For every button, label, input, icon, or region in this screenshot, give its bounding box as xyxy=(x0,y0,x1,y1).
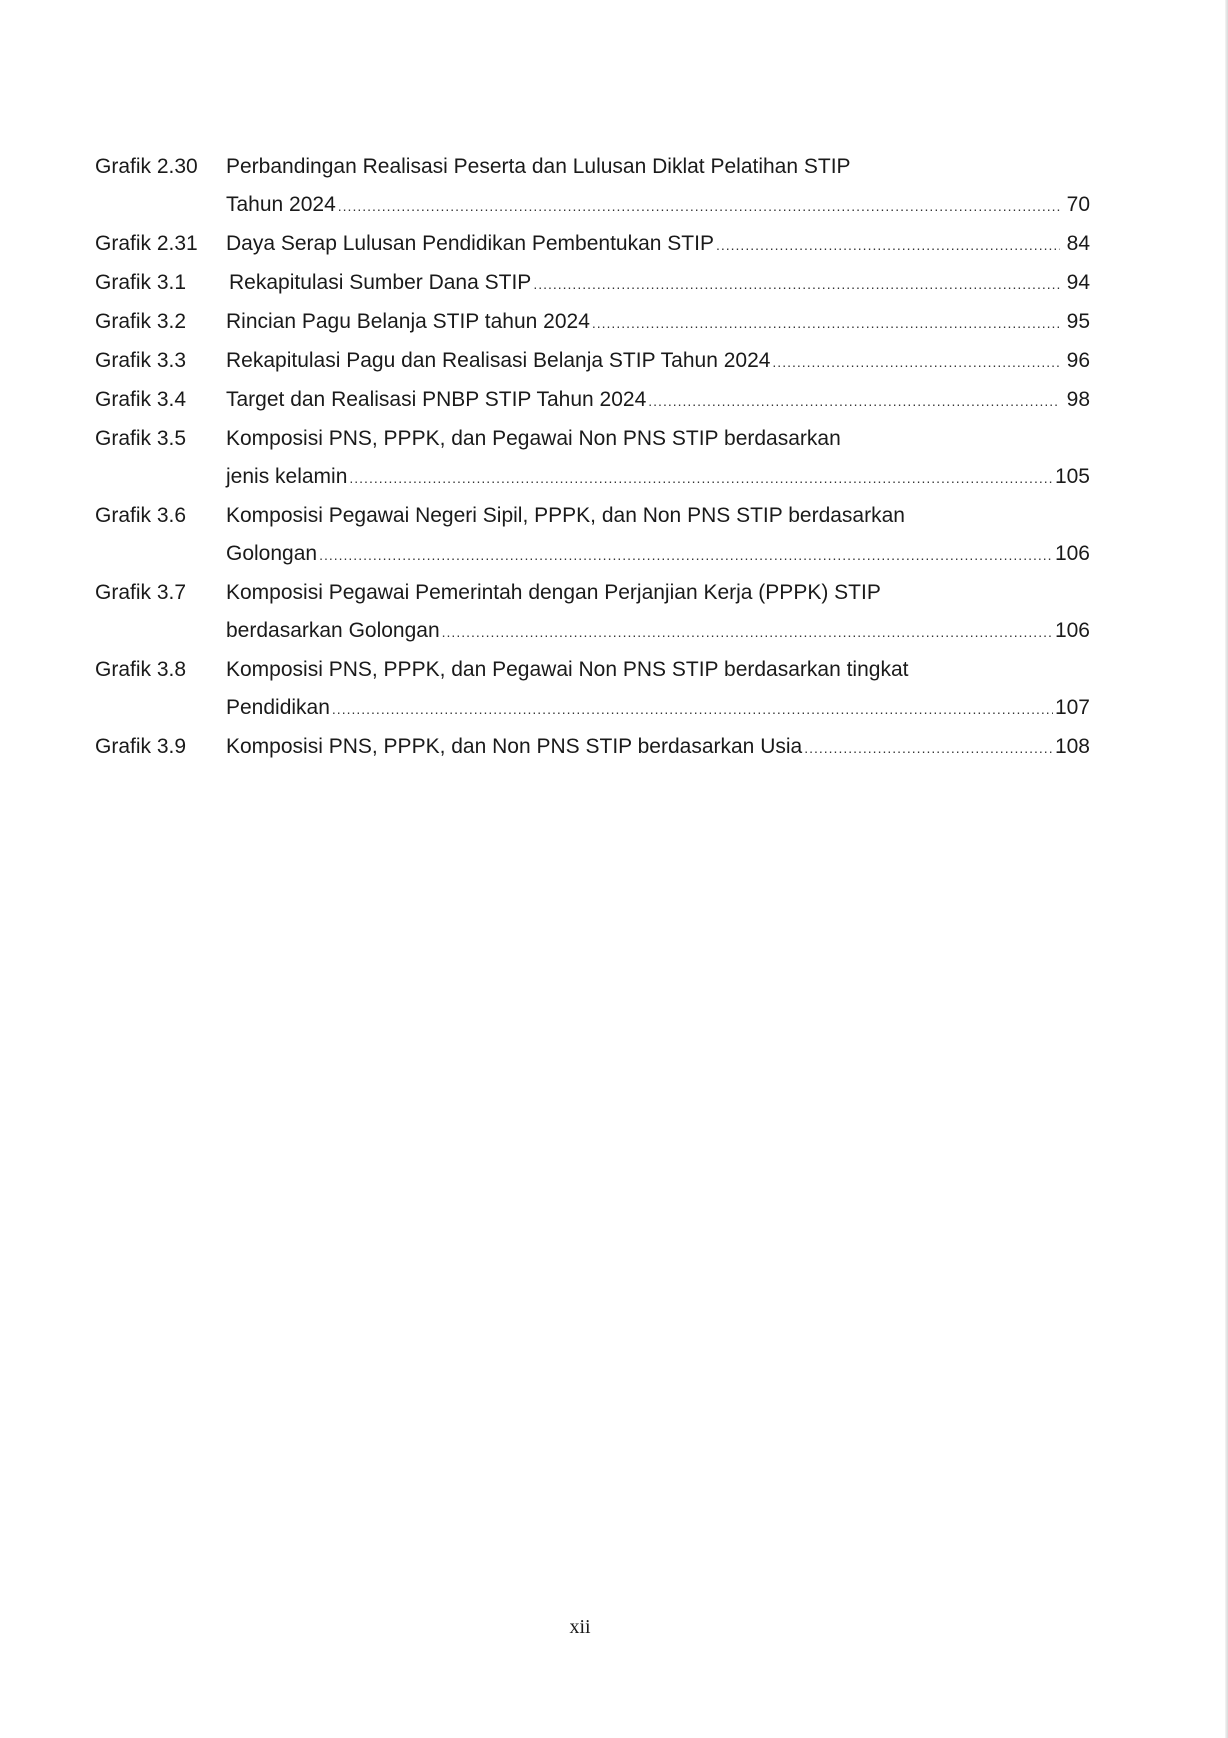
dot-leader xyxy=(533,265,1060,303)
entry-label: Grafik 3.4 xyxy=(95,388,187,411)
entry-label: Grafik 3.7 xyxy=(95,581,187,604)
entry-page-number: 96 xyxy=(1066,349,1090,372)
entry-label: Grafik 3.6 xyxy=(95,504,187,527)
toc-entry[interactable] xyxy=(95,342,1090,381)
entry-title-continued: Pendidikan xyxy=(226,696,330,719)
toc-entry[interactable] xyxy=(95,148,1090,225)
entry-label: Grafik 3.8 xyxy=(95,658,187,681)
entry-title: Komposisi PNS, PPPK, dan Non PNS STIP berdasarkan Usia xyxy=(226,735,803,758)
entry-title: Daya Serap Lulusan Pendidikan Pembentukan STIP xyxy=(226,232,714,255)
entry-title: Komposisi Pegawai Pemerintah dengan Perjanjian Kerja (PPPK) STIP xyxy=(226,581,881,604)
dot-leader xyxy=(332,690,1053,728)
toc-entry[interactable] xyxy=(95,303,1090,342)
entry-title-continued: jenis kelamin xyxy=(226,465,348,488)
toc-entry[interactable] xyxy=(95,651,1090,728)
entry-page-number: 105 xyxy=(1054,465,1090,488)
entry-page-number: 108 xyxy=(1054,735,1090,758)
toc-entry[interactable] xyxy=(95,264,1090,303)
toc-entry[interactable] xyxy=(95,497,1090,574)
entry-page-number: 84 xyxy=(1066,232,1090,255)
entry-label: Grafik 3.1 xyxy=(95,271,187,294)
entry-page-number: 94 xyxy=(1066,271,1090,294)
dot-leader xyxy=(592,304,1060,342)
entry-label: Grafik 3.9 xyxy=(95,735,187,758)
entry-page-number: 107 xyxy=(1054,696,1090,719)
entry-page-number: 106 xyxy=(1054,619,1090,642)
entry-title: Komposisi PNS, PPPK, dan Pegawai Non PNS STIP berdasarkan tingkat xyxy=(226,658,909,681)
entry-title: Komposisi Pegawai Negeri Sipil, PPPK, dan Non PNS STIP berdasarkan xyxy=(226,504,905,527)
toc-entry[interactable] xyxy=(95,728,1090,767)
dot-leader xyxy=(319,536,1053,574)
entry-title-continued: Tahun 2024 xyxy=(226,193,336,216)
dot-leader xyxy=(338,187,1060,225)
toc-entry[interactable] xyxy=(95,574,1090,651)
dot-leader xyxy=(772,343,1060,381)
entry-label: Grafik 3.5 xyxy=(95,427,187,450)
entry-title: Rekapitulasi Sumber Dana STIP xyxy=(229,271,532,294)
dot-leader xyxy=(349,459,1053,497)
entry-label: Grafik 3.2 xyxy=(95,310,187,333)
entry-label: Grafik 3.3 xyxy=(95,349,187,372)
dot-leader xyxy=(804,729,1053,767)
entry-page-number: 70 xyxy=(1066,193,1090,216)
dot-leader xyxy=(716,226,1060,264)
dot-leader xyxy=(442,613,1053,651)
toc-entry[interactable] xyxy=(95,381,1090,420)
entry-title: Rekapitulasi Pagu dan Realisasi Belanja STIP Tahun 2024 xyxy=(226,349,771,372)
entry-label: Grafik 2.31 xyxy=(95,232,198,255)
dot-leader xyxy=(648,382,1060,420)
list-of-figures xyxy=(95,148,1090,767)
entry-page-number: 98 xyxy=(1066,388,1090,411)
entry-page-number: 106 xyxy=(1054,542,1090,565)
entry-title: Target dan Realisasi PNBP STIP Tahun 2024 xyxy=(226,388,647,411)
page-number: xii xyxy=(569,1616,591,1638)
entry-page-number: 95 xyxy=(1066,310,1090,333)
entry-title: Komposisi PNS, PPPK, dan Pegawai Non PNS STIP berdasarkan xyxy=(226,427,841,450)
entry-title-continued: berdasarkan Golongan xyxy=(226,619,440,642)
entry-label: Grafik 2.30 xyxy=(95,155,198,178)
toc-entry[interactable] xyxy=(95,225,1090,264)
entry-title-continued: Golongan xyxy=(226,542,318,565)
toc-entry[interactable] xyxy=(95,420,1090,497)
entry-title: Perbandingan Realisasi Peserta dan Lulusan Diklat Pelatihan STIP xyxy=(226,155,851,178)
entry-title: Rincian Pagu Belanja STIP tahun 2024 xyxy=(226,310,590,333)
